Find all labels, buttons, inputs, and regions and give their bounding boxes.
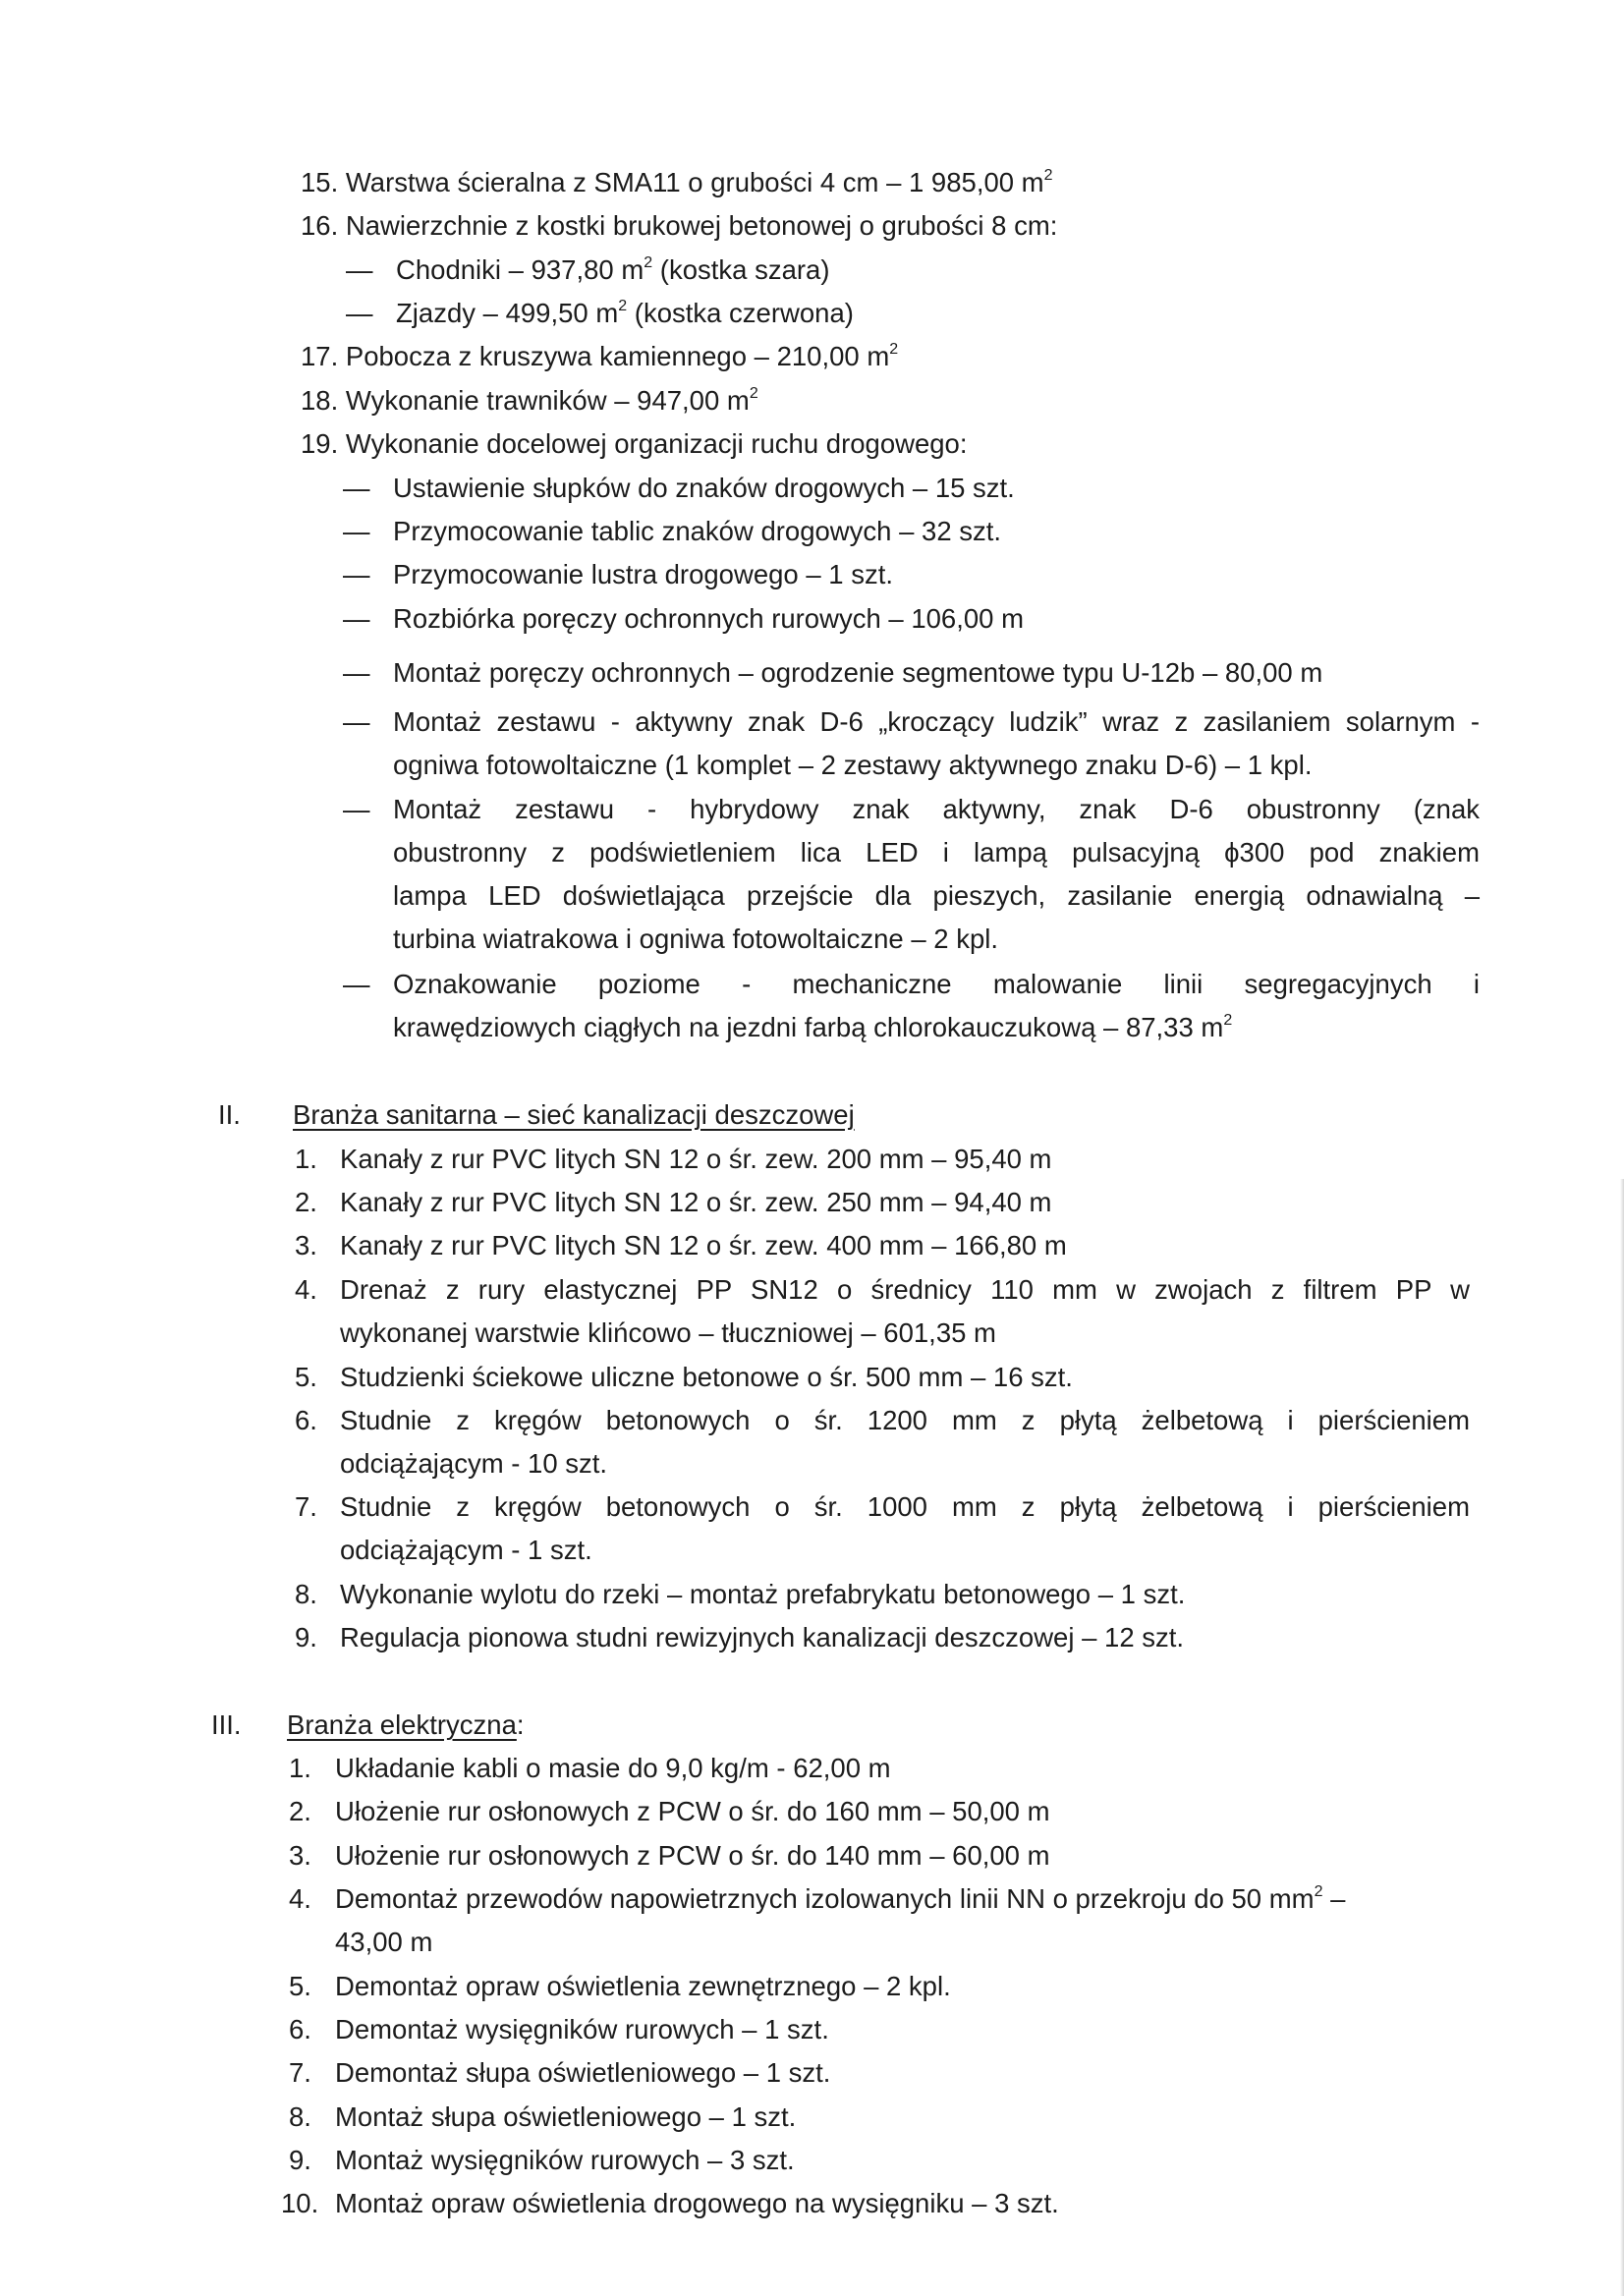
list-item [301, 204, 1057, 248]
list-item: Kanały z rur PVC litych SN 12 o śr. zew. 200 mm – 95,40 m [340, 1144, 1052, 1174]
list-item [301, 161, 1053, 204]
dash-bullet: — [346, 254, 373, 285]
item-text-tail: – [1322, 1883, 1346, 1914]
list-item: Studzienki ściekowe uliczne betonowe o śr. 500 mm – 16 szt. [340, 1362, 1073, 1392]
list-item-line2: 43,00 m [335, 1927, 433, 1957]
list-item: Montaż wysięgników rurowych – 3 szt. [335, 2145, 795, 2175]
item-number: 4. [295, 1274, 317, 1305]
dash-bullet: — [343, 794, 370, 824]
list-item: Demontaż wysięgników rurowych – 1 szt. [335, 2014, 829, 2044]
dash-bullet: — [343, 603, 370, 634]
dash-bullet: — [343, 516, 370, 546]
list-item: Ułożenie rur osłonowych z PCW o śr. do 160 mm – 50,00 m [335, 1796, 1050, 1826]
list-item: Ułożenie rur osłonowych z PCW o śr. do 140 mm – 60,00 m [335, 1840, 1050, 1871]
section-number: III. [211, 1709, 242, 1740]
item-number: 8. [295, 1579, 317, 1609]
text-line: Montaż zestawu - aktywny znak D-6 „kroczący ludzik” wraz z zasilaniem solarnym - [393, 706, 1480, 737]
sub-list-item-multiline [393, 700, 1480, 787]
item-number: 1. [295, 1144, 317, 1174]
dash-bullet: — [343, 473, 370, 503]
text-line: turbina wiatrakowa i ogniwa fotowoltaiczne – 2 kpl. [393, 924, 999, 954]
heading-colon: : [516, 1709, 525, 1740]
section-number: II. [218, 1099, 241, 1130]
item-number: 15. [301, 167, 339, 197]
item-number: 5. [295, 1362, 317, 1392]
item-text-tail: (kostka czerwona) [627, 298, 854, 328]
item-text: Nawierzchnie z kostki brukowej betonowej o grubości 8 cm: [345, 210, 1058, 241]
item-number: 9. [289, 2145, 311, 2175]
item-text-tail: (kostka szara) [652, 254, 830, 285]
item-text: Demontaż przewodów napowietrznych izolowanych linii NN o przekroju do 50 mm [335, 1883, 1315, 1914]
item-number: 7. [295, 1491, 317, 1522]
item-number: 5. [289, 1971, 311, 2001]
section-heading: Branża elektryczna [287, 1709, 517, 1740]
list-item-multiline [340, 1399, 1470, 1485]
item-number: 6. [289, 2014, 311, 2044]
item-text: Wykonanie docelowej organizacji ruchu drogowego: [345, 428, 968, 459]
text-line: wykonanej warstwie klińcowo – tłuczniowej – 601,35 m [340, 1317, 996, 1348]
section-heading-wrap [287, 1704, 525, 1747]
scan-edge-shadow [1620, 1179, 1624, 2296]
sub-list-item [396, 249, 829, 292]
item-number: 9. [295, 1622, 317, 1652]
dash-bullet: — [343, 969, 370, 999]
list-item-line1 [335, 1877, 1345, 1921]
text-line: Drenaż z rury elastycznej PP SN12 o średnicy 110 mm w zwojach z filtrem PP w [340, 1274, 1470, 1305]
text-line: obustronny z podświetleniem lica LED i lampą pulsacyjną ϕ300 pod znakiem [393, 837, 1480, 868]
item-number: 19. [301, 428, 339, 459]
dash-bullet: — [343, 706, 370, 737]
list-item: Wykonanie wylotu do rzeki – montaż prefabrykatu betonowego – 1 szt. [340, 1579, 1186, 1609]
text-line: Oznakowanie poziome - mechaniczne malowanie linii segregacyjnych i [393, 969, 1480, 999]
superscript: 2 [644, 254, 653, 271]
list-item: Kanały z rur PVC litych SN 12 o śr. zew. 400 mm – 166,80 m [340, 1230, 1067, 1260]
list-item: Kanały z rur PVC litych SN 12 o śr. zew. 250 mm – 94,40 m [340, 1187, 1052, 1217]
section-heading: Branża sanitarna – sieć kanalizacji deszczowej [293, 1099, 855, 1130]
list-item: Regulacja pionowa studni rewizyjnych kanalizacji deszczowej – 12 szt. [340, 1622, 1185, 1652]
item-number: 2. [289, 1796, 311, 1826]
list-item: Montaż słupa oświetleniowego – 1 szt. [335, 2101, 797, 2132]
text-line: Studnie z kręgów betonowych o śr. 1000 mm z płytą żelbetową i pierścieniem [340, 1491, 1470, 1522]
item-number: 16. [301, 210, 339, 241]
list-item-multiline [340, 1268, 1470, 1355]
superscript: 2 [618, 298, 628, 314]
superscript: 2 [889, 341, 899, 358]
text-line: Montaż zestawu - hybrydowy znak aktywny, znak D-6 obustronny (znak [393, 794, 1480, 824]
dash-bullet: — [346, 298, 373, 328]
item-number: 3. [289, 1840, 311, 1871]
item-number: 4. [289, 1883, 311, 1914]
list-item: Demontaż opraw oświetlenia zewnętrznego – 2 kpl. [335, 1971, 951, 2001]
dash-bullet: — [343, 657, 370, 688]
superscript: 2 [1043, 167, 1053, 184]
text-line: lampa LED doświetlająca przejście dla pieszych, zasilanie energią odnawialną – [393, 880, 1480, 911]
list-item: Montaż opraw oświetlenia drogowego na wysięgniku – 3 szt. [335, 2188, 1059, 2218]
item-text: Pobocza z kruszywa kamiennego – 210,00 m [345, 341, 890, 371]
sub-list-item: Montaż poręczy ochronnych – ogrodzenie segmentowe typu U-12b – 80,00 m [393, 657, 1323, 688]
list-item [301, 335, 898, 378]
list-item: Demontaż słupa oświetleniowego – 1 szt. [335, 2057, 831, 2088]
list-item: Układanie kabli o masie do 9,0 kg/m - 62,00 m [335, 1753, 891, 1783]
sub-list-item: Rozbiórka poręczy ochronnych rurowych – 106,00 m [393, 603, 1024, 634]
item-number: 6. [295, 1405, 317, 1435]
sub-list-item-multiline [393, 788, 1480, 961]
item-number: 7. [289, 2057, 311, 2088]
text-line-body: krawędziowych ciągłych na jezdni farbą chlorokauczukową – 87,33 m [393, 1012, 1224, 1042]
text-line: odciążającym - 1 szt. [340, 1535, 592, 1565]
text-line [393, 1006, 1480, 1049]
item-number: 10. [281, 2188, 319, 2218]
item-number: 18. [301, 385, 339, 416]
list-item [301, 379, 758, 422]
item-text: Zjazdy – 499,50 m [396, 298, 619, 328]
superscript: 2 [749, 385, 758, 402]
item-number: 2. [295, 1187, 317, 1217]
text-line: ogniwa fotowoltaiczne (1 komplet – 2 zestawy aktywnego znaku D-6) – 1 kpl. [393, 750, 1313, 780]
item-number: 3. [295, 1230, 317, 1260]
sub-list-item-multiline [393, 963, 1480, 1049]
item-text: Warstwa ścieralna z SMA11 o grubości 4 cm – 1 985,00 m [345, 167, 1044, 197]
superscript: 2 [1223, 1012, 1233, 1029]
item-text: Chodniki – 937,80 m [396, 254, 644, 285]
text-line: odciążającym - 10 szt. [340, 1448, 608, 1479]
sub-list-item: Przymocowanie lustra drogowego – 1 szt. [393, 559, 893, 589]
item-number: 17. [301, 341, 339, 371]
list-item-multiline [340, 1485, 1470, 1572]
superscript: 2 [1314, 1883, 1323, 1900]
sub-list-item: Przymocowanie tablic znaków drogowych – 32 szt. [393, 516, 1002, 546]
text-line: Studnie z kręgów betonowych o śr. 1200 mm z płytą żelbetową i pierścieniem [340, 1405, 1470, 1435]
list-item [301, 422, 968, 466]
item-text: Wykonanie trawników – 947,00 m [345, 385, 750, 416]
dash-bullet: — [343, 559, 370, 589]
sub-list-item [396, 292, 854, 335]
item-number: 1. [289, 1753, 311, 1783]
item-number: 8. [289, 2101, 311, 2132]
sub-list-item: Ustawienie słupków do znaków drogowych – 15 szt. [393, 473, 1015, 503]
